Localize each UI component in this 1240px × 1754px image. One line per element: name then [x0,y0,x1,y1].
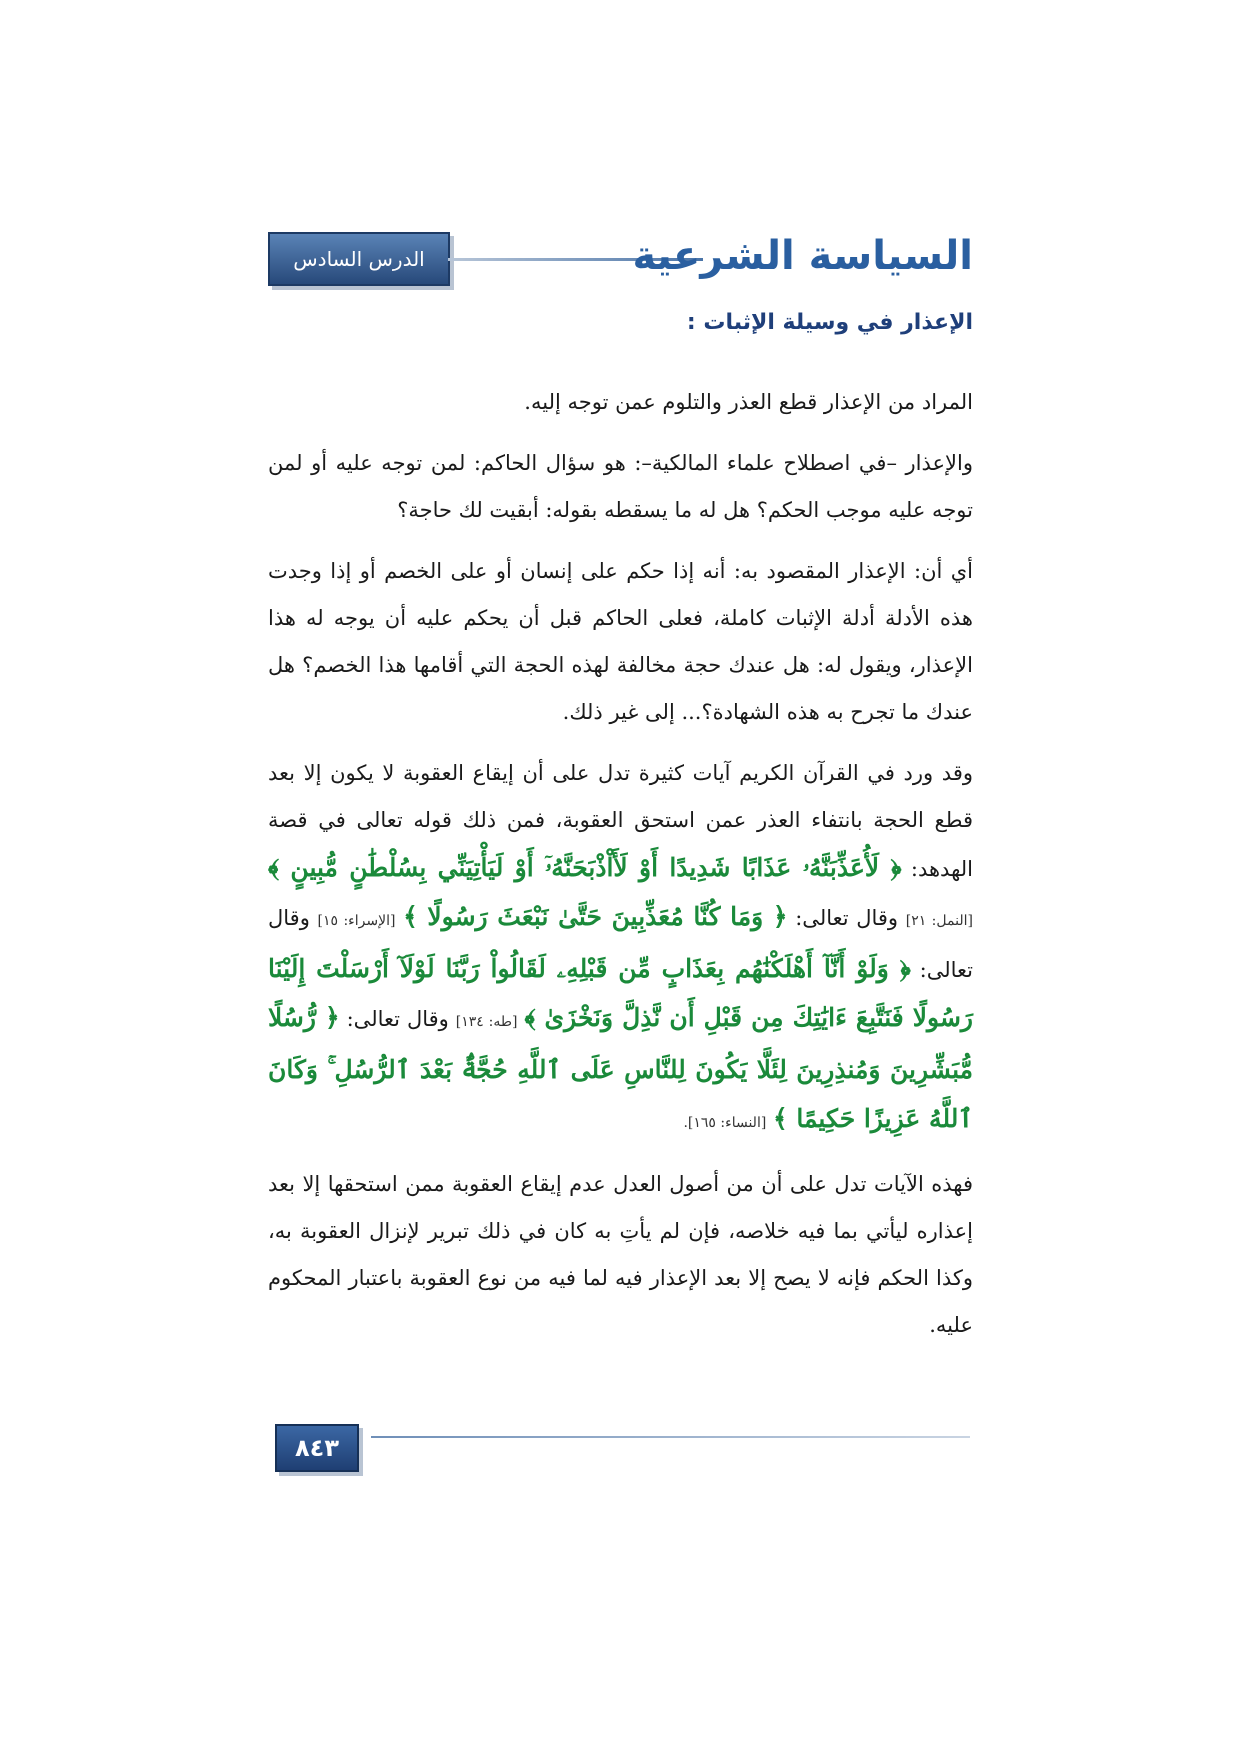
page-content [268,310,973,1363]
verse-taha: ﴿ وَلَوْ أَنَّآ أَهْلَكْنَٰهُم بِعَذَابٍ مِّن قَبْلِهِۦ لَقَالُواْ رَبَّنَا لَوْلَآ أَرْسَلْتَ إِلَيْنَا رَسُولًا فَنَتَّبِعَ ءَايَٰتِكَ مِن قَبْلِ أَن نَّذِلَّ وَنَخْزَىٰ ﴾ [268,954,973,1032]
verse-reference: [النساء: ١٦٥]. [683,1115,767,1131]
footer-divider [371,1436,970,1438]
paragraph-definition: المراد من الإعذار قطع العذر والتلوم عمن توجه إليه. [524,390,973,414]
page-footer [275,1424,970,1474]
page-number: ٨٤٣ [275,1424,359,1472]
evidence-intro: وقد ورد في القرآن الكريم آيات كثيرة تدل على أن إيقاع العقوبة لا يكون إلا بعد قطع الحجة بانتفاء العذر عمن استحق العقوبة، فمن ذلك قوله تعالى في قصة الهدهد: [268,761,973,881]
verse-isra: ﴿ وَمَا كُنَّا مُعَذِّبِينَ حَتَّىٰ نَبْعَثَ رَسُولًا ﴾ [403,902,788,931]
book-title: السياسة الشرعية [632,233,973,279]
connector-text: وقال تعالى: [346,1007,449,1031]
section-title: الإعذار في وسيلة الإثبات : [686,310,973,335]
page-header [268,228,973,321]
lesson-badge: الدرس السادس عشر [268,232,450,286]
verse-reference: [الإسراء: ١٥] [317,913,396,929]
verse-reference: [النمل: ٢١] [905,913,973,929]
verse-nisa: ﴿ رُّسُلًا مُّبَشِّرِينَ وَمُنذِرِينَ لِئَلَّا يَكُونَ لِلنَّاسِ عَلَى ٱللَّهِ حُجَّةٌۢ بَعْدَ ٱلرُّسُلِ ۚ وَكَانَ ٱللَّهُ عَزِيزًا حَكِيمًا ﴾ [268,1003,973,1133]
verse-hudhud: ﴿ لَأُعَذِّبَنَّهُۥ عَذَابًا شَدِيدًا أَوْ لَأَاْذْبَحَنَّهُۥٓ أَوْ لَيَأْتِيَنِّي بِسُلْطَٰنٍ مُّبِينٍ ﴾ [268,853,902,882]
paragraph-maliki-definition: والإعذار –في اصطلاح علماء المالكية–: هو سؤال الحاكم: لمن توجه عليه أو لمن توجه عليه موجب الحكم؟ هل له ما يسقطه بقوله: أبقيت لك حاجة؟ [268,451,973,522]
verse-reference: [طه: ١٣٤] [455,1014,518,1030]
paragraph-conclusion: فهذه الآيات تدل على أن من أصول العدل عدم إيقاع العقوبة ممن استحقها إلا بعد إعذاره ليأتي بما فيه خلاصه، فإن لم يأتِ به كان في ذلك تبرير لإنزال العقوبة به، وكذا الحكم فإنه لا يصح إلا بعد الإعذار فيه لما فيه من نوع العقوبة باعتبار المحكوم عليه. [268,1172,973,1337]
connector-text: وقال تعالى: [795,906,899,930]
paragraph-explanation: أي أن: الإعذار المقصود به: أنه إذا حكم على إنسان أو على الخصم أو إذا وجدت هذه الأدلة أدلة الإثبات كاملة، فعلى الحاكم قبل أن يحكم عليه أن يوجه له هذا الإعذار، ويقول له: هل عندك حجة مخالفة لهذه الحجة التي أقامها هذا الخصم؟ هل عندك ما تجرح به هذه الشهادة؟... إلى غير ذلك. [268,559,973,724]
connector-text: وقال تعالى: [268,906,973,982]
paragraph-quran-evidence [268,750,973,1147]
